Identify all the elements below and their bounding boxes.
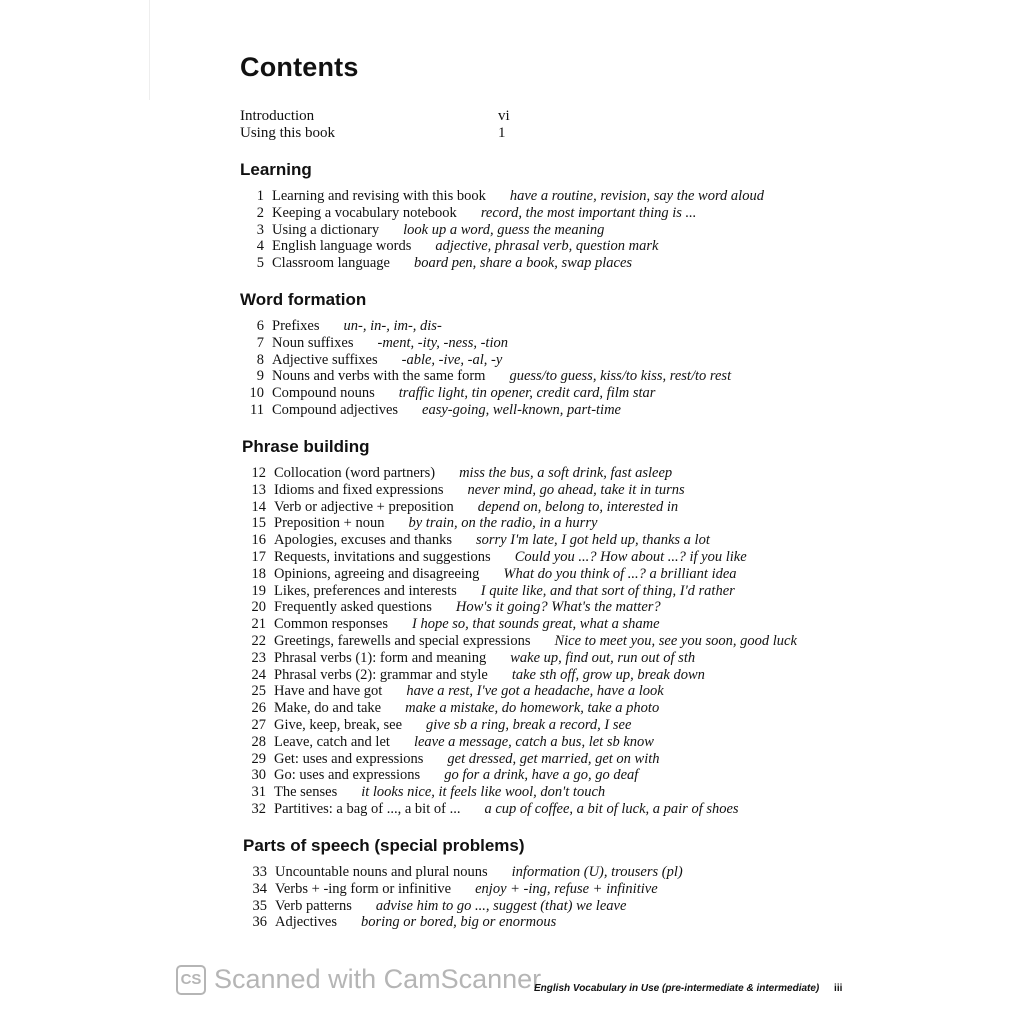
unit-examples: Nice to meet you, see you soon, good luck bbox=[554, 632, 797, 649]
unit-examples: have a rest, I've got a headache, have a look bbox=[406, 683, 664, 700]
section-parts-of-speech bbox=[243, 836, 683, 931]
unit-topic: Using a dictionary bbox=[272, 221, 380, 238]
unit-examples: a cup of coffee, a bit of luck, a pair of shoes bbox=[484, 800, 739, 817]
unit-number: 22 bbox=[251, 632, 266, 649]
unit-entry bbox=[243, 881, 683, 898]
unit-entry bbox=[242, 784, 797, 801]
unit-examples: never mind, go ahead, take it in turns bbox=[467, 481, 685, 498]
unit-examples: depend on, belong to, interested in bbox=[477, 498, 679, 515]
unit-topic: Idioms and fixed expressions bbox=[274, 481, 444, 498]
unit-topic: Adjective suffixes bbox=[272, 351, 378, 368]
unit-number: 8 bbox=[256, 351, 264, 368]
page-number: iii bbox=[834, 983, 843, 994]
intro-label: Using this book bbox=[240, 125, 336, 141]
unit-topic: Make, do and take bbox=[274, 700, 382, 717]
unit-number: 27 bbox=[251, 716, 266, 733]
unit-examples: take sth off, grow up, break down bbox=[511, 666, 705, 683]
unit-entry bbox=[242, 683, 797, 700]
unit-examples: un-, in-, im-, dis- bbox=[343, 318, 442, 334]
unit-entry bbox=[240, 205, 764, 222]
unit-topic: Phrasal verbs (2): grammar and style bbox=[274, 666, 488, 683]
unit-number: 1 bbox=[256, 188, 264, 204]
unit-examples: get dressed, get married, get on with bbox=[447, 750, 660, 767]
unit-topic: Get: uses and expressions bbox=[274, 750, 424, 767]
section-title: Word formation bbox=[240, 290, 367, 309]
unit-number: 31 bbox=[251, 784, 266, 801]
unit-entry bbox=[242, 633, 797, 650]
section-title: Learning bbox=[240, 160, 312, 179]
unit-number: 35 bbox=[252, 897, 267, 914]
page-title: Contents bbox=[240, 52, 359, 82]
unit-examples: go for a drink, have a go, go deaf bbox=[444, 767, 639, 784]
unit-topic: Classroom language bbox=[272, 255, 390, 272]
unit-number: 15 bbox=[251, 515, 266, 532]
unit-topic: Frequently asked questions bbox=[274, 599, 432, 616]
unit-entry bbox=[243, 898, 683, 915]
unit-entry bbox=[242, 549, 797, 566]
unit-entry bbox=[240, 368, 731, 385]
unit-number: 33 bbox=[252, 864, 267, 880]
unit-examples: advise him to go ..., suggest (that) we leave bbox=[375, 897, 627, 914]
unit-topic: Compound adjectives bbox=[272, 401, 399, 418]
intro-label: Introduction bbox=[240, 108, 315, 124]
unit-examples: -able, -ive, -al, -y bbox=[401, 351, 503, 368]
unit-number: 13 bbox=[251, 481, 266, 498]
unit-entry bbox=[240, 255, 764, 272]
unit-topic: The senses bbox=[274, 784, 338, 801]
intro-row bbox=[240, 125, 506, 142]
intro-page: 1 bbox=[498, 125, 506, 141]
unit-topic: Verb patterns bbox=[275, 897, 352, 914]
unit-examples: adjective, phrasal verb, question mark bbox=[435, 238, 659, 255]
camscanner-logo-icon: CS bbox=[176, 965, 206, 995]
unit-examples: boring or bored, big or enormous bbox=[361, 914, 557, 931]
unit-topic: Adjectives bbox=[275, 914, 338, 931]
unit-entry bbox=[242, 667, 797, 684]
unit-examples: traffic light, tin opener, credit card, film star bbox=[398, 385, 656, 402]
unit-topic: Collocation (word partners) bbox=[274, 465, 436, 481]
unit-topic: Uncountable nouns and plural nouns bbox=[275, 864, 488, 880]
unit-entry bbox=[242, 734, 797, 751]
unit-topic: Phrasal verbs (1): form and meaning bbox=[274, 649, 487, 666]
unit-number: 14 bbox=[251, 498, 266, 515]
intro-list bbox=[240, 108, 510, 142]
unit-entry bbox=[240, 222, 764, 239]
unit-entry bbox=[242, 717, 797, 734]
unit-entry bbox=[240, 402, 731, 419]
unit-entry bbox=[242, 801, 797, 818]
unit-entry bbox=[240, 385, 731, 402]
unit-topic: Nouns and verbs with the same form bbox=[272, 368, 486, 385]
page-edge-line bbox=[149, 0, 150, 100]
unit-topic: Go: uses and expressions bbox=[274, 767, 421, 784]
unit-entry bbox=[242, 751, 797, 768]
book-footer bbox=[534, 983, 842, 994]
unit-number: 6 bbox=[256, 318, 264, 334]
unit-examples: How's it going? What's the matter? bbox=[455, 599, 661, 616]
unit-examples: guess/to guess, kiss/to kiss, rest/to rest bbox=[509, 368, 732, 385]
unit-number: 16 bbox=[251, 532, 266, 549]
unit-entry bbox=[240, 188, 764, 205]
unit-topic: Apologies, excuses and thanks bbox=[274, 532, 452, 549]
unit-examples: make a mistake, do homework, take a photo bbox=[405, 700, 660, 717]
unit-examples: enjoy + -ing, refuse + infinitive bbox=[475, 880, 658, 897]
unit-entry bbox=[242, 465, 797, 482]
unit-number: 7 bbox=[256, 334, 264, 351]
unit-entry bbox=[242, 515, 797, 532]
unit-examples: What do you think of ...? a brilliant idea bbox=[503, 565, 737, 582]
unit-topic: Leave, catch and let bbox=[274, 733, 390, 750]
unit-entry bbox=[240, 318, 731, 335]
unit-number: 23 bbox=[251, 649, 266, 666]
unit-topic: Prefixes bbox=[272, 318, 320, 334]
unit-entry bbox=[243, 864, 683, 881]
unit-number: 17 bbox=[251, 548, 266, 565]
unit-number: 12 bbox=[251, 465, 266, 481]
scanner-watermark bbox=[176, 964, 541, 995]
unit-number: 24 bbox=[251, 666, 266, 683]
intro-row bbox=[240, 108, 510, 125]
unit-examples: board pen, share a book, swap places bbox=[414, 255, 633, 272]
unit-topic: Learning and revising with this book bbox=[272, 188, 486, 204]
unit-number: 10 bbox=[249, 385, 264, 402]
unit-entry bbox=[240, 238, 764, 255]
unit-number: 2 bbox=[256, 204, 264, 221]
unit-entry bbox=[242, 650, 797, 667]
unit-entry bbox=[240, 335, 731, 352]
unit-number: 19 bbox=[251, 582, 266, 599]
unit-examples: easy-going, well-known, part-time bbox=[422, 401, 621, 418]
unit-topic: Greetings, farewells and special expressions bbox=[274, 632, 531, 649]
unit-number: 32 bbox=[251, 800, 266, 817]
unit-topic: Likes, preferences and interests bbox=[274, 582, 457, 599]
unit-examples: wake up, find out, run out of sth bbox=[510, 649, 696, 666]
section-title: Parts of speech (special problems) bbox=[243, 836, 525, 855]
unit-topic: Give, keep, break, see bbox=[274, 716, 403, 733]
book-title: English Vocabulary in Use (pre-intermediate & intermediate) bbox=[534, 983, 820, 994]
unit-examples: record, the most important thing is ... bbox=[480, 204, 697, 221]
unit-entry bbox=[242, 700, 797, 717]
unit-number: 29 bbox=[251, 750, 266, 767]
unit-topic: Opinions, agreeing and disagreeing bbox=[274, 565, 480, 582]
unit-topic: Partitives: a bag of ..., a bit of ... bbox=[274, 800, 461, 817]
unit-examples: I hope so, that sounds great, what a shame bbox=[411, 616, 660, 633]
unit-entry bbox=[242, 583, 797, 600]
unit-examples: sorry I'm late, I got held up, thanks a lot bbox=[476, 532, 710, 549]
unit-number: 28 bbox=[251, 733, 266, 750]
unit-entry bbox=[242, 767, 797, 784]
unit-entry bbox=[242, 566, 797, 583]
unit-examples: it looks nice, it feels like wool, don't touch bbox=[361, 784, 606, 801]
section-phrase-building bbox=[242, 437, 797, 818]
unit-examples: Could you ...? How about ...? if you like bbox=[514, 548, 747, 565]
unit-topic: Requests, invitations and suggestions bbox=[274, 548, 491, 565]
unit-topic: Have and have got bbox=[274, 683, 383, 700]
unit-examples: give sb a ring, break a record, I see bbox=[426, 716, 632, 733]
unit-examples: leave a message, catch a bus, let sb know bbox=[413, 733, 654, 750]
unit-number: 4 bbox=[256, 238, 264, 255]
section-title: Phrase building bbox=[242, 437, 370, 456]
unit-number: 5 bbox=[256, 255, 264, 272]
unit-topic: Compound nouns bbox=[272, 385, 375, 402]
unit-number: 3 bbox=[256, 221, 264, 238]
unit-number: 25 bbox=[251, 683, 266, 700]
section-learning bbox=[240, 160, 764, 272]
unit-entry bbox=[242, 599, 797, 616]
unit-number: 20 bbox=[251, 599, 266, 616]
unit-number: 34 bbox=[252, 880, 267, 897]
unit-examples: -ment, -ity, -ness, -tion bbox=[377, 334, 508, 351]
unit-topic: Verbs + -ing form or infinitive bbox=[275, 880, 452, 897]
unit-entry bbox=[243, 914, 683, 931]
unit-number: 9 bbox=[256, 368, 264, 385]
scanner-text: Scanned with CamScanner bbox=[214, 964, 542, 994]
unit-topic: Verb or adjective + preposition bbox=[274, 498, 454, 515]
unit-examples: miss the bus, a soft drink, fast asleep bbox=[459, 465, 673, 481]
intro-page: vi bbox=[498, 108, 510, 124]
unit-entry bbox=[242, 499, 797, 516]
unit-number: 36 bbox=[252, 914, 267, 931]
unit-topic: Preposition + noun bbox=[274, 515, 385, 532]
unit-examples: have a routine, revision, say the word aloud bbox=[509, 188, 764, 204]
unit-number: 21 bbox=[251, 616, 266, 633]
unit-examples: I quite like, and that sort of thing, I'd rather bbox=[480, 582, 735, 599]
section-word-formation bbox=[240, 290, 731, 419]
unit-topic: Keeping a vocabulary notebook bbox=[272, 204, 457, 221]
unit-entry bbox=[240, 352, 731, 369]
unit-topic: Common responses bbox=[274, 616, 388, 633]
unit-number: 26 bbox=[251, 700, 266, 717]
unit-number: 30 bbox=[251, 767, 266, 784]
unit-examples: look up a word, guess the meaning bbox=[403, 221, 605, 238]
unit-entry bbox=[242, 532, 797, 549]
unit-entry bbox=[242, 616, 797, 633]
unit-topic: Noun suffixes bbox=[272, 334, 354, 351]
unit-examples: information (U), trousers (pl) bbox=[511, 864, 683, 880]
unit-number: 11 bbox=[250, 401, 264, 418]
unit-entry bbox=[242, 482, 797, 499]
unit-topic: English language words bbox=[272, 238, 412, 255]
unit-examples: by train, on the radio, in a hurry bbox=[408, 515, 598, 532]
unit-number: 18 bbox=[251, 565, 266, 582]
